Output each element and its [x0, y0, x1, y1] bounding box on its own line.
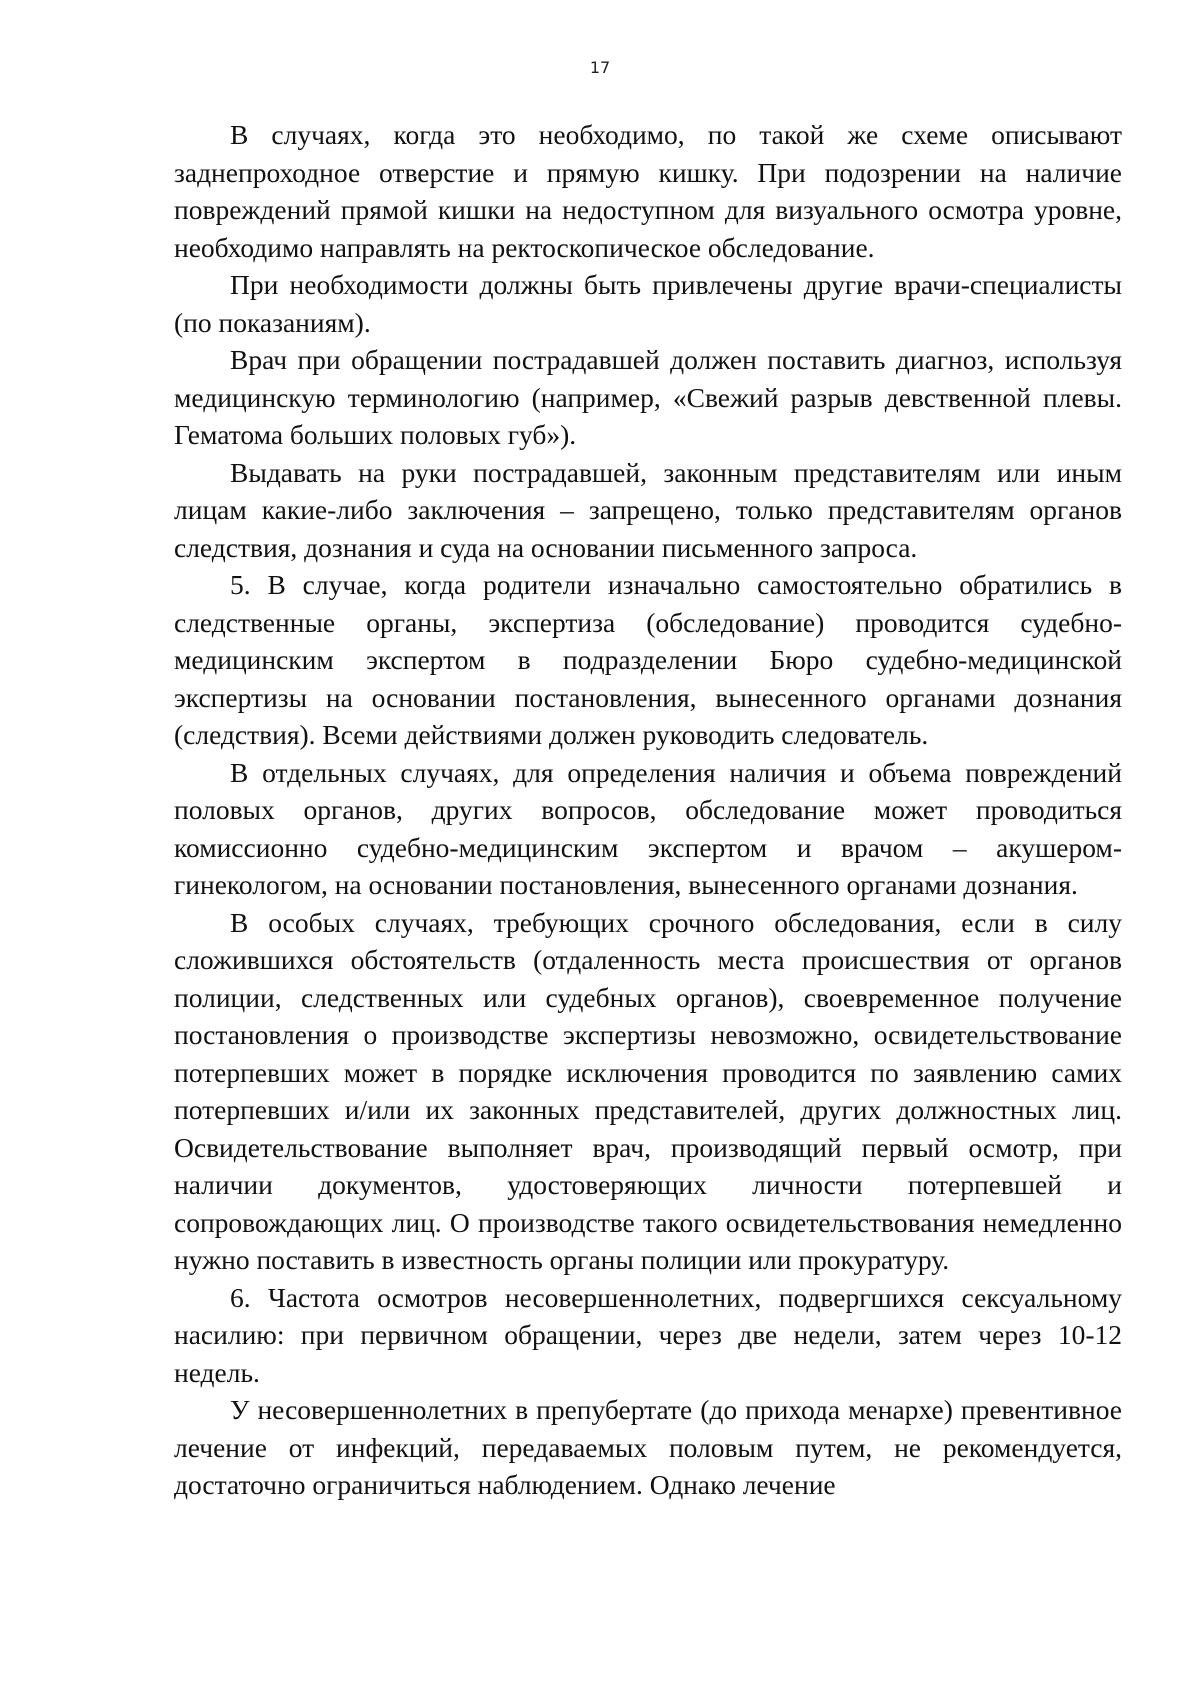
paragraph: Врач при обращении пострадавшей должен поставить диагноз, используя медицинскую терминологию (например, «Свежий разрыв девственной плевы. Гематома больших половых губ»).: [174, 344, 1122, 450]
paragraph: В особых случаях, требующих срочного обследования, если в силу сложившихся обстоятельств (отдаленность места происшествия от органов полиции, следственных или судебных органов), своевременное получение постановления о производстве экспертизы невозможно, освидетельствование потерпевших может в порядке исключения проводится по заявлению самих потерпевших и/или их законных представителей, других должностных лиц. Освидетельствование выполняет врач, производящий первый осмотр, при наличии документов, удостоверяющих личности потерпевшей и сопровождающих лиц. О производстве такого освидетельствования немедленно нужно поставить в известность органы полиции или прокуратуру.: [174, 906, 1122, 1275]
paragraph: В случаях, когда это необходимо, по такой же схеме описывают заднепроходное отверстие и прямую кишку. При подозрении на наличие повреждений прямой кишки на недоступном для визуального осмотра уровне, необходимо направлять на ректоскопическое обследование.: [174, 119, 1122, 263]
paragraph: Выдавать на руки пострадавшей, законным представителям или иным лицам какие-либо заключения – запрещено, только представителям органов следствия, дознания и суда на основании письменного запроса.: [174, 456, 1122, 563]
paragraph: При необходимости должны быть привлечены другие врачи-специалисты (по показаниям).: [174, 269, 1122, 338]
paragraph: У несовершеннолетних в препубертате (до прихода менархе) превентивное лечение от инфекций, передаваемых половым путем, не рекомендуется, достаточно ограничиться наблюдением. Однако лечение: [174, 1394, 1122, 1500]
paragraph: 5. В случае, когда родители изначально самостоятельно обратились в следственные органы, экспертиза (обследование) проводится судебно-медицинским экспертом в подразделении Бюро судебно-медицинской экспертизы на основании постановления, вынесенного органами дознания (следствия). Всеми действиями должен руководить следователь.: [174, 569, 1122, 750]
page-number: 17: [589, 58, 611, 77]
document-body: [174, 116, 1122, 1504]
paragraph: 6. Частота осмотров несовершеннолетних, подвергшихся сексуальному насилию: при первичном обращении, через две недели, затем через 10-12 недель.: [174, 1281, 1122, 1388]
paragraph: В отдельных случаях, для определения наличия и объема повреждений половых органов, других вопросов, обследование может проводиться комиссионно судебно-медицинским экспертом и врачом – акушером-гинекологом, на основании постановления, вынесенного органами дознания.: [174, 756, 1122, 900]
